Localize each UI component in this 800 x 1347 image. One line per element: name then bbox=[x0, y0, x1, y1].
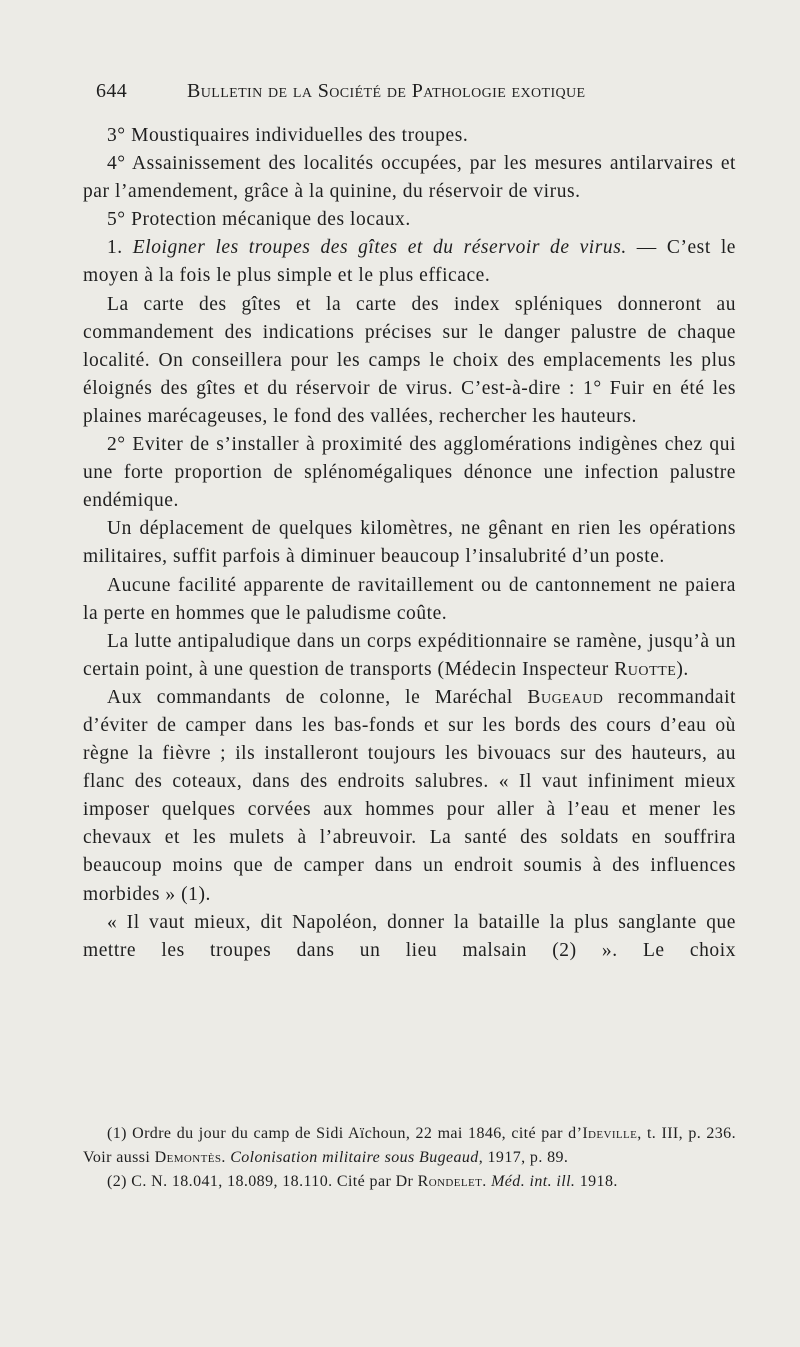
paragraph: La carte des gîtes et la carte des index spléniques donneront au commandement des indications précises sur le danger palustre de chaque localité. On conseillera pour les camps le choix des emplacements les plus éloignés des gîtes et du réservoir de virus. C’est-à-dire : 1° Fuir en été les plaines marécageuses, le fond des vallées, rechercher les hauteurs. bbox=[83, 293, 736, 427]
footnote: (1) Ordre du jour du camp de Sidi Aïchoun, 22 mai 1846, cité par d’Ideville, t. III, p. 236. Voir aussi Demontès. Colonisation militaire sous Bugeaud, 1917, p. 89. bbox=[83, 1125, 736, 1166]
paragraph: La lutte antipaludique dans un corps expéditionnaire se ramène, jusqu’à un certain point, à une question de transports (Médecin Inspecteur Ruotte). bbox=[83, 630, 736, 680]
paragraph: « Il vaut mieux, dit Napoléon, donner la bataille la plus sanglante que mettre les troupes dans un lieu malsain (2) ». Le choix bbox=[83, 911, 736, 961]
paragraph: 1. Eloigner les troupes des gîtes et du réservoir de virus. — C’est le moyen à la fois le plus simple et le plus efficace. bbox=[83, 237, 736, 287]
paragraph: 2° Eviter de s’installer à proximité des agglomérations indigènes chez qui une forte proportion de splénomégaliques dénonce une infection palustre endémique. bbox=[83, 434, 736, 512]
paragraph: Aux commandants de colonne, le Maréchal Bugeaud recommandait d’éviter de camper dans les bas-fonds et sur les bords des cours d’eau où règne la fièvre ; ils installeront toujours les bivouacs sur des hauteurs, au flanc des coteaux, dans des endroits salubres. « Il vaut infiniment mieux imposer quelques corvées aux hommes pour aller à l’eau et mener les chevaux et les mulets à l’abreuvoir. La santé des soldats en souffrira beaucoup moins que de camper dans un endroit soumis à des influences morbides » (1). bbox=[83, 686, 737, 905]
footnotes bbox=[83, 1122, 736, 1194]
running-title: Bulletin de la Société de Pathologie exotique bbox=[187, 80, 586, 102]
page-number: 644 bbox=[96, 80, 128, 102]
paragraph: Un déplacement de quelques kilomètres, ne gênant en rien les opérations militaires, suffit parfois à diminuer beaucoup l’insalubrité d’un poste. bbox=[83, 518, 736, 568]
section-heading: Eloigner les troupes des gîtes et du réservoir de virus. bbox=[132, 237, 627, 259]
author-name: Bugeaud bbox=[527, 686, 604, 708]
footnote: (2) C. N. 18.041, 18.089, 18.110. Cité par Dr Rondelet. Méd. int. ill. 1918. bbox=[107, 1173, 618, 1190]
author-name: Ruotte bbox=[614, 658, 677, 680]
paragraph: Aucune facilité apparente de ravitaillement ou de cantonnement ne paiera la perte en hommes que le paludisme coûte. bbox=[83, 574, 736, 624]
paragraph: 5° Protection mécanique des locaux. bbox=[107, 209, 411, 231]
paragraph: 4° Assainissement des localités occupées, par les mesures antilarvaires et par l’amendement, grâce à la quinine, du réservoir de virus. bbox=[83, 153, 736, 203]
body-text bbox=[83, 122, 736, 965]
paragraph: 3° Moustiquaires individuelles des troupes. bbox=[107, 125, 469, 146]
